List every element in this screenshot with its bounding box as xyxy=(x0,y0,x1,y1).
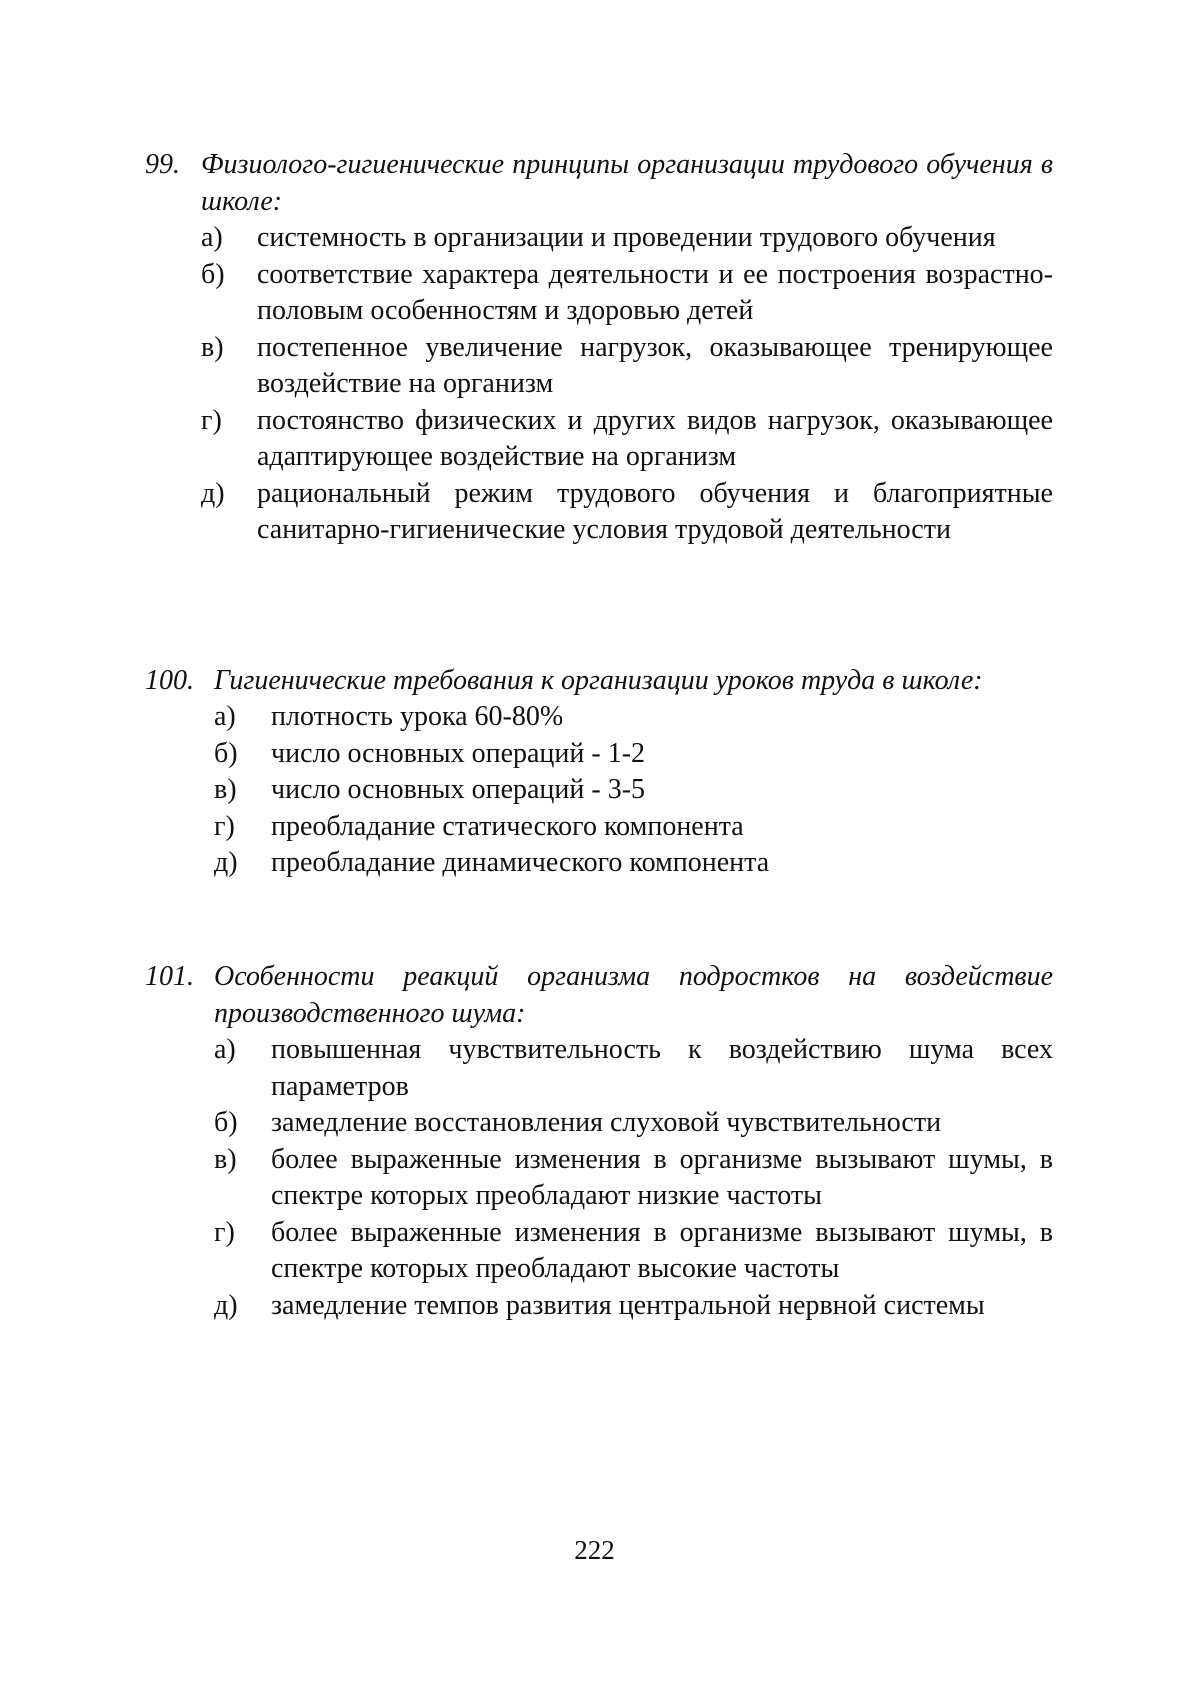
option-text: замедление восстановления слуховой чувствительности xyxy=(271,1107,942,1138)
question-heading xyxy=(0,958,1189,1032)
option-letter: д) xyxy=(201,477,225,509)
answer-option xyxy=(0,845,1189,882)
option-letter: в) xyxy=(201,331,224,363)
option-letter: а) xyxy=(214,701,236,732)
option-text: соответствие характера деятельности и ее построения возрастно-половым особенностям и здоровью детей xyxy=(257,258,1053,326)
option-letter: д) xyxy=(214,1289,238,1321)
question-heading xyxy=(0,662,1189,699)
option-text: плотность урока 60-80% xyxy=(271,701,564,732)
question-text: Особенности реакций организма подростков на воздействие производственного шума: xyxy=(214,961,1053,1029)
answer-option xyxy=(0,403,1189,476)
answer-option xyxy=(0,1288,1189,1325)
option-text: более выраженные изменения в организме вызывают шумы, в спектре которых преобладают низкие частоты xyxy=(271,1143,1053,1211)
option-letter: в) xyxy=(214,774,237,805)
answer-option xyxy=(0,699,1189,736)
question-100 xyxy=(0,662,1189,882)
question-101 xyxy=(0,958,1189,1324)
question-heading xyxy=(0,146,1189,220)
option-text: рациональный режим трудового обучения и благоприятные санитарно-гигиенические условия трудовой деятельности xyxy=(257,477,1053,545)
answer-option xyxy=(0,257,1189,330)
answer-option xyxy=(0,330,1189,403)
answer-option xyxy=(0,220,1189,257)
answer-option xyxy=(0,1032,1189,1105)
answer-options xyxy=(0,220,1189,549)
option-text: преобладание динамического компонента xyxy=(271,847,770,878)
option-letter: а) xyxy=(214,1034,236,1065)
answer-option xyxy=(0,809,1189,846)
option-letter: а) xyxy=(201,222,223,253)
option-text: постоянство физических и других видов нагрузок, оказывающее адаптирующее воздействие на организм xyxy=(257,404,1053,472)
option-letter: б) xyxy=(214,737,238,769)
option-text: преобладание статического компонента xyxy=(271,810,744,842)
answer-option xyxy=(0,772,1189,809)
question-number: 101. xyxy=(145,961,194,992)
question-number: 99. xyxy=(145,149,180,180)
option-letter: б) xyxy=(214,1107,238,1138)
answer-option xyxy=(0,1142,1189,1215)
answer-option xyxy=(0,736,1189,773)
option-text: постепенное увеличение нагрузок, оказывающее тренирующее воздействие на организм xyxy=(257,331,1053,399)
option-text: системность в организации и проведении трудового обучения xyxy=(257,222,996,253)
option-letter: в) xyxy=(214,1143,237,1175)
answer-option xyxy=(0,1215,1189,1288)
option-text: число основных операций - 1-2 xyxy=(271,737,646,769)
answer-option xyxy=(0,1105,1189,1142)
question-text: Гигиенические требования к организации уроков труда в школе: xyxy=(214,665,983,696)
option-text: замедление темпов развития центральной нервной системы xyxy=(271,1289,985,1321)
question-number: 100. xyxy=(145,665,194,696)
option-text: более выраженные изменения в организме вызывают шумы, в спектре которых преобладают высокие частоты xyxy=(271,1216,1053,1284)
answer-options xyxy=(0,1032,1189,1324)
option-letter: д) xyxy=(214,847,238,878)
option-letter: г) xyxy=(214,810,235,842)
answer-option xyxy=(0,476,1189,549)
option-text: повышенная чувствительность к воздействию шума всех параметров xyxy=(271,1034,1053,1102)
question-text: Физиолого-гигиенические принципы организации трудового обучения в школе: xyxy=(201,149,1053,217)
option-letter: г) xyxy=(201,404,222,436)
option-letter: г) xyxy=(214,1216,235,1248)
option-letter: б) xyxy=(201,258,225,290)
answer-options xyxy=(0,699,1189,882)
page-number: 222 xyxy=(574,1535,615,1565)
option-text: число основных операций - 3-5 xyxy=(271,774,646,805)
question-99 xyxy=(0,146,1189,549)
